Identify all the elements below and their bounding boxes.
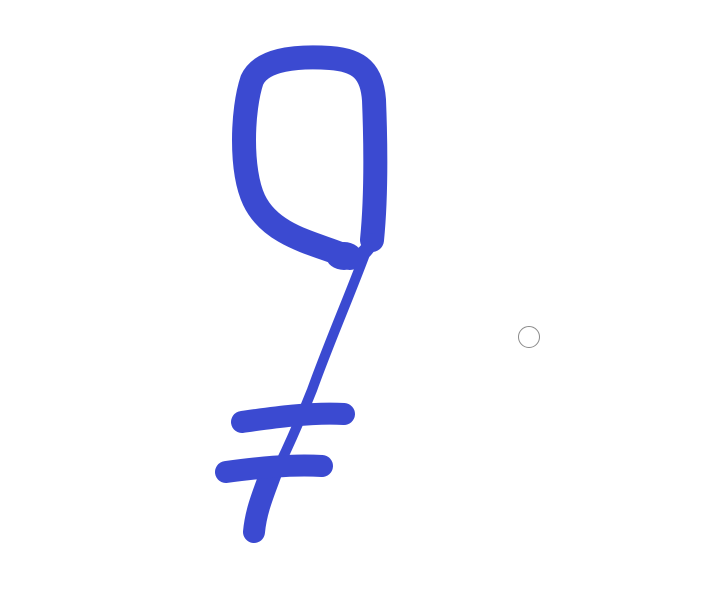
- ink-stroke-crossbar-lower: [226, 465, 322, 472]
- ink-stroke-crossbar-upper: [242, 414, 344, 422]
- brush-cursor-icon: [518, 326, 540, 348]
- ink-stroke-loop: [244, 57, 375, 258]
